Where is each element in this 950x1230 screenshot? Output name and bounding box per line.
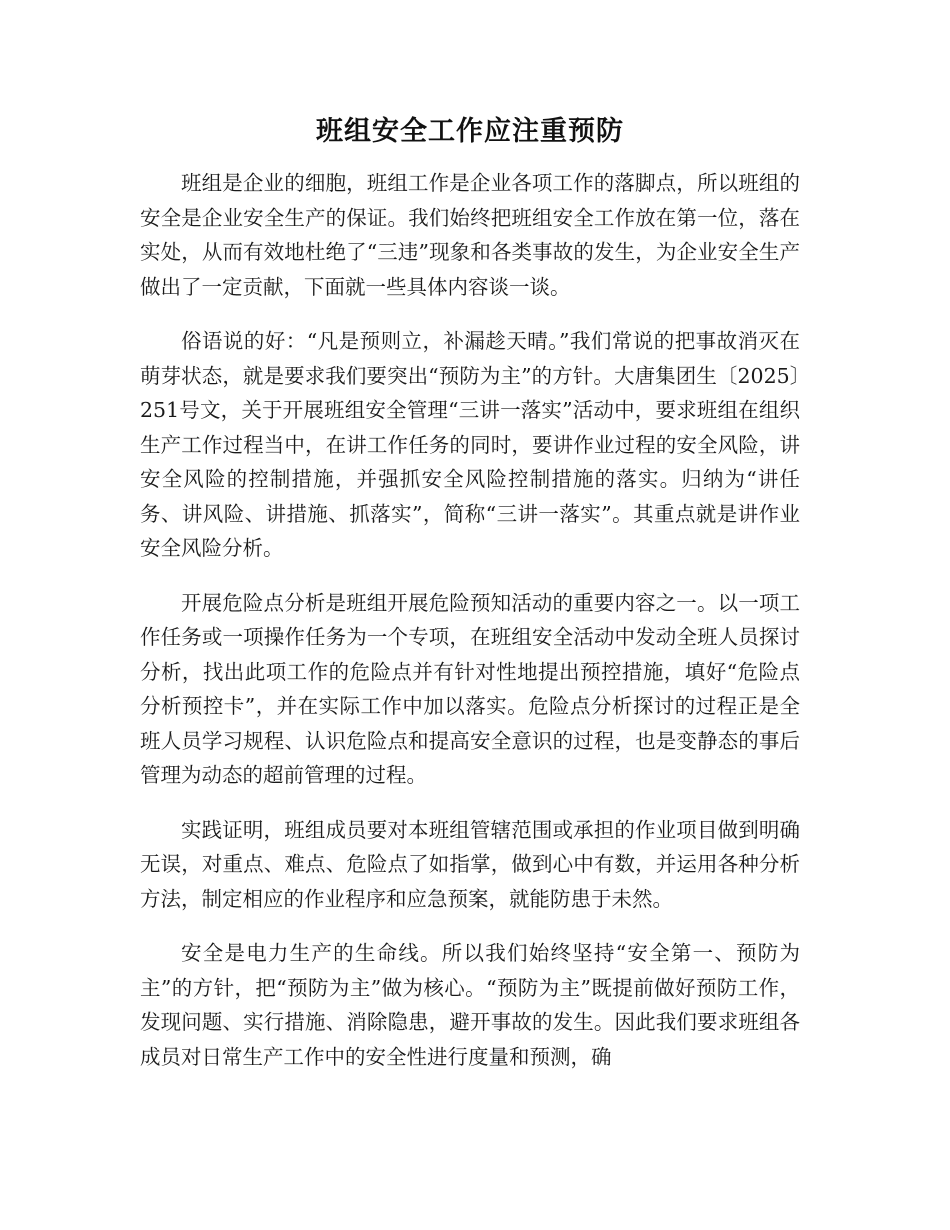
paragraph-1: 班组是企业的细胞，班组工作是企业各项工作的落脚点，所以班组的安全是企业安全生产的保证。我们始终把班组安全工作放在第一位，落在实处，从而有效地杜绝了“三违”现象和各类事故的发生，为企业安全生产做出了一定贡献，下面就一些具体内容谈一谈。: [140, 171, 800, 299]
paragraph-3: 开展危险点分析是班组开展危险预知活动的重要内容之一。以一项工作任务或一项操作任务为一个专项，在班组安全活动中发动全班人员探讨分析，找出此项工作的危险点并有针对性地提出预控措施，填好“危险点分析预控卡”，并在实际工作中加以落实。危险点分析探讨的过程正是全班人员学习规程、认识危险点和提高安全意识的过程，也是变静态的事后管理为动态的超前管理的过程。: [140, 590, 800, 787]
document-title: 班组安全工作应注重预防: [316, 116, 624, 147]
paragraph-2: 俗语说的好：“凡是预则立，补漏趁天晴。”我们常说的把事故消灭在萌芽状态，就是要求我们要突出“预防为主”的方针。大唐集团生〔2025〕251号文，关于开展班组安全管理“三讲一落实”活动中，要求班组在组织生产工作过程当中，在讲工作任务的同时，要讲作业过程的安全风险，讲安全风险的控制措施，并强抓安全风险控制措施的落实。归纳为“讲任务、讲风险、讲措施、抓落实”，简称“三讲一落实”。其重点就是讲作业安全风险分析。: [140, 329, 800, 560]
paragraph-4: 实践证明，班组成员要对本班组管辖范围或承担的作业项目做到明确无误，对重点、难点、危险点了如指掌，做到心中有数，并运用各种分析方法，制定相应的作业程序和应急预案，就能防患于未然。: [140, 817, 800, 911]
paragraph-5: 安全是电力生产的生命线。所以我们始终坚持“安全第一、预防为主”的方针，把“预防为主”做为核心。“预防为主”既提前做好预防工作，发现问题、实行措施、消除隐患，避开事故的发生。因此我们要求班组各成员对日常生产工作中的安全性进行度量和预测，确: [140, 941, 800, 1069]
document-body: [140, 112, 800, 1094]
